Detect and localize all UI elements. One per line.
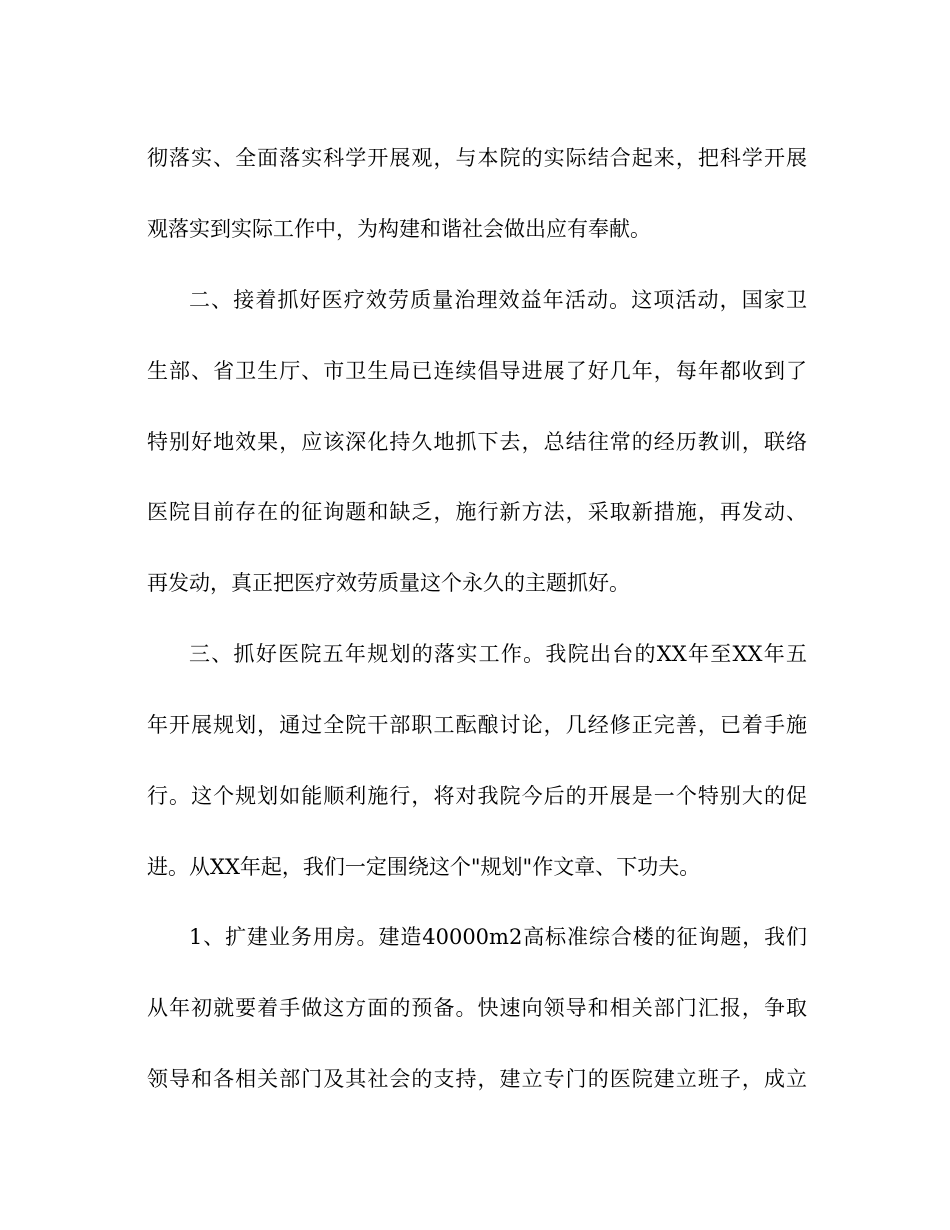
text-line: 特别好地效果，应该深化持久地抓下去，总结往常的经历教训，联络: [147, 430, 807, 454]
text-line: 生部、省卫生厅、市卫生局已连续倡导进展了好几年，每年都收到了: [147, 359, 807, 383]
paragraph-start-line: 二、接着抓好医疗效劳质量治理效益年活动。这项活动，国家卫: [189, 288, 807, 312]
text-line: 领导和各相关部门及其社会的支持，建立专门的医院建立班子，成立: [147, 1067, 807, 1091]
text-line: 从年初就要着手做这方面的预备。快速向领导和相关部门汇报，争取: [147, 996, 807, 1020]
text-line: 进。从XX年起，我们一定围绕这个"规划"作文章、下功夫。: [147, 855, 701, 879]
text-line: 观落实到实际工作中，为构建和谐社会做出应有奉献。: [147, 217, 651, 241]
text-line: 行。这个规划如能顺利施行，将对我院今后的开展是一个特别大的促: [147, 784, 807, 808]
text-line: 医院目前存在的征询题和缺乏，施行新方法，采取新措施，再发动、: [147, 500, 807, 524]
text-line: 彻落实、全面落实科学开展观，与本院的实际结合起来，把科学开展: [147, 146, 807, 170]
paragraph-start-line: 三、抓好医院五年规划的落实工作。我院出台的XX年至XX年五: [189, 642, 807, 666]
paragraph-start-line: 1、扩建业务用房。建造40000m2高标准综合楼的征询题，我们: [189, 925, 807, 949]
text-line: 再发动，真正把医疗效劳质量这个永久的主题抓好。: [147, 571, 630, 595]
text-line: 年开展规划，通过全院干部职工酝酿讨论，几经修正完善，已着手施: [147, 713, 807, 737]
